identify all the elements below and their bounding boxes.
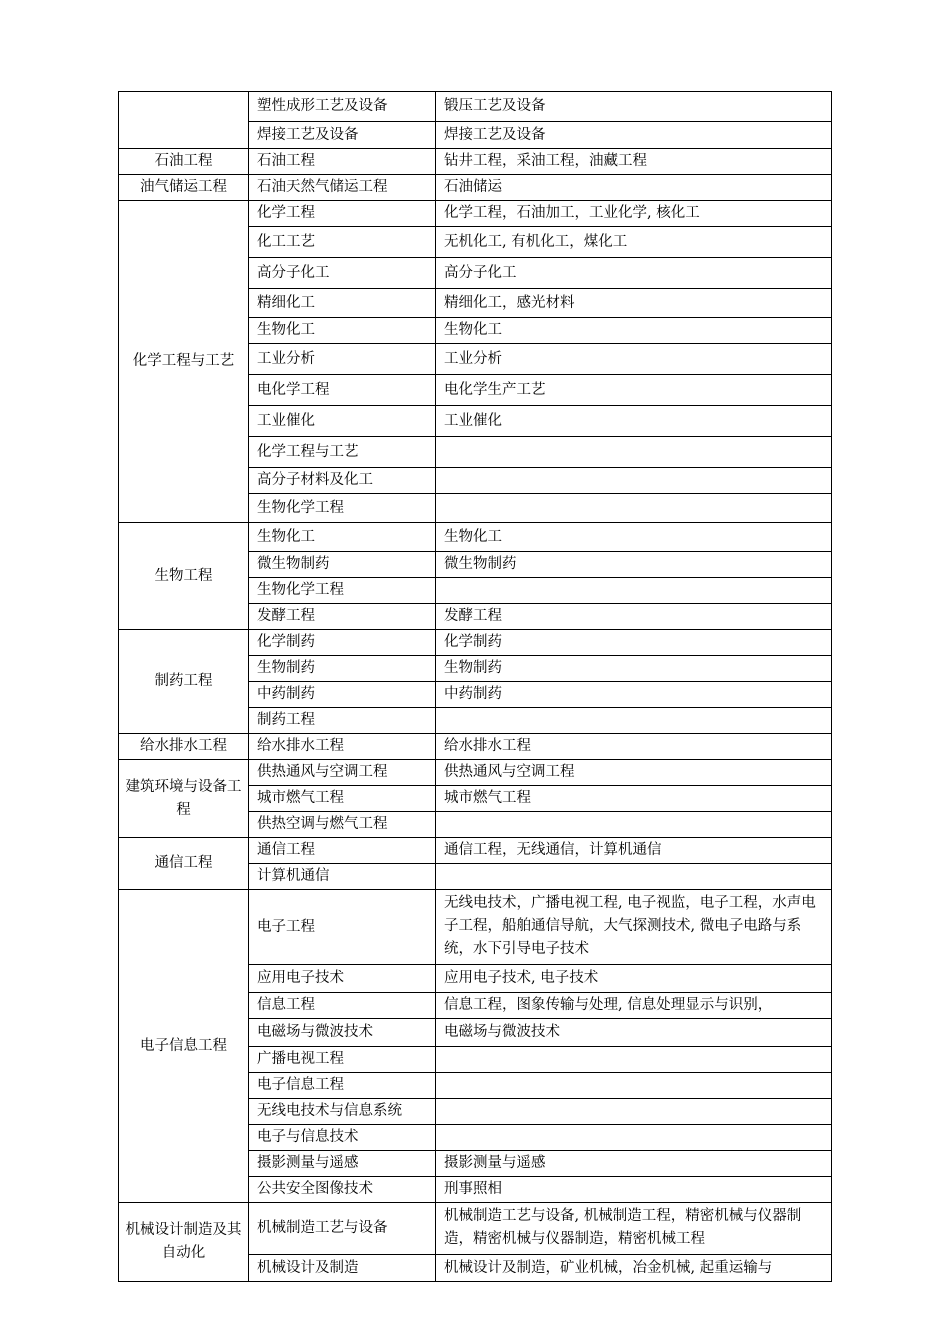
old-major-cell: 摄影测量与遥感 <box>436 1151 832 1177</box>
major-cell: 工业分析 <box>249 344 436 375</box>
old-major-cell: 钻井工程，采油工程，油藏工程 <box>436 149 832 175</box>
major-cell: 电磁场与微波技术 <box>249 1019 436 1047</box>
table-row <box>119 734 832 760</box>
old-major-cell: 电化学生产工艺 <box>436 375 832 406</box>
major-cell: 精细化工 <box>249 289 436 318</box>
category-cell: 给水排水工程 <box>119 734 249 760</box>
major-cell: 微生物制药 <box>249 552 436 578</box>
major-cell: 机械设计及制造 <box>249 1255 436 1282</box>
table-row <box>119 149 832 175</box>
major-cell: 无线电技术与信息系统 <box>249 1099 436 1125</box>
category-cell: 化学工程与工艺 <box>119 201 249 523</box>
old-major-cell: 通信工程，无线通信，计算机通信 <box>436 838 832 864</box>
table-row <box>119 890 832 965</box>
old-major-cell: 生物化工 <box>436 318 832 344</box>
major-cell: 城市燃气工程 <box>249 786 436 812</box>
major-cell: 广播电视工程 <box>249 1047 436 1073</box>
major-cell: 供热通风与空调工程 <box>249 760 436 786</box>
old-major-cell <box>436 494 832 523</box>
old-major-cell: 刑事照相 <box>436 1177 832 1203</box>
table-row <box>119 838 832 864</box>
major-cell: 石油工程 <box>249 149 436 175</box>
major-cell: 发酵工程 <box>249 604 436 630</box>
old-major-cell <box>436 1073 832 1099</box>
old-major-cell: 化学制药 <box>436 630 832 656</box>
table-row <box>119 175 832 201</box>
major-cell: 计算机通信 <box>249 864 436 890</box>
old-major-cell: 城市燃气工程 <box>436 786 832 812</box>
table-row <box>119 523 832 552</box>
old-major-cell: 无机化工, 有机化工，煤化工 <box>436 227 832 258</box>
old-major-cell: 石油储运 <box>436 175 832 201</box>
major-cell: 生物化学工程 <box>249 578 436 604</box>
old-major-cell: 供热通风与空调工程 <box>436 760 832 786</box>
category-cell <box>119 92 249 149</box>
major-cell: 化工工艺 <box>249 227 436 258</box>
old-major-cell: 中药制药 <box>436 682 832 708</box>
table-row <box>119 760 832 786</box>
old-major-cell <box>436 578 832 604</box>
old-major-cell: 生物化工 <box>436 523 832 552</box>
major-cell: 给水排水工程 <box>249 734 436 760</box>
old-major-cell: 机械制造工艺与设备, 机械制造工程，精密机械与仪器制造，精密机械与仪器制造，精密机械工程 <box>436 1203 832 1255</box>
old-major-cell: 机械设计及制造，矿业机械，冶金机械, 起重运输与 <box>436 1255 832 1282</box>
major-mapping-table <box>118 91 832 1282</box>
major-cell: 电子与信息技术 <box>249 1125 436 1151</box>
old-major-cell <box>436 1047 832 1073</box>
table-row <box>119 630 832 656</box>
table-row <box>119 1203 832 1255</box>
major-cell: 化学工程 <box>249 201 436 227</box>
old-major-cell <box>436 812 832 838</box>
old-major-cell: 电磁场与微波技术 <box>436 1019 832 1047</box>
category-cell: 建筑环境与设备工程 <box>119 760 249 838</box>
old-major-cell: 工业分析 <box>436 344 832 375</box>
old-major-cell: 高分子化工 <box>436 258 832 289</box>
major-cell: 工业催化 <box>249 406 436 437</box>
major-cell: 信息工程 <box>249 993 436 1019</box>
old-major-cell: 化学工程，石油加工，工业化学, 核化工 <box>436 201 832 227</box>
table-row <box>119 201 832 227</box>
major-cell: 生物化学工程 <box>249 494 436 523</box>
major-cell: 石油天然气储运工程 <box>249 175 436 201</box>
major-cell: 应用电子技术 <box>249 965 436 993</box>
old-major-cell <box>436 1125 832 1151</box>
old-major-cell <box>436 468 832 494</box>
category-cell: 机械设计制造及其自动化 <box>119 1203 249 1282</box>
major-cell: 高分子化工 <box>249 258 436 289</box>
old-major-cell: 应用电子技术, 电子技术 <box>436 965 832 993</box>
major-cell: 公共安全图像技术 <box>249 1177 436 1203</box>
old-major-cell: 无线电技术，广播电视工程, 电子视监，电子工程，水声电子工程，船舶通信导航，大气探测技术, 微电子电路与系统，水下引导电子技术 <box>436 890 832 965</box>
old-major-cell <box>436 1099 832 1125</box>
old-major-cell: 生物制药 <box>436 656 832 682</box>
category-cell: 石油工程 <box>119 149 249 175</box>
old-major-cell: 发酵工程 <box>436 604 832 630</box>
old-major-cell: 锻压工艺及设备 <box>436 92 832 122</box>
major-cell: 化学工程与工艺 <box>249 437 436 468</box>
major-cell: 高分子材料及化工 <box>249 468 436 494</box>
major-cell: 塑性成形工艺及设备 <box>249 92 436 122</box>
major-cell: 焊接工艺及设备 <box>249 122 436 149</box>
old-major-cell: 信息工程，图象传输与处理, 信息处理显示与识别， <box>436 993 832 1019</box>
old-major-cell <box>436 437 832 468</box>
old-major-cell <box>436 864 832 890</box>
major-cell: 化学制药 <box>249 630 436 656</box>
old-major-cell: 精细化工，感光材料 <box>436 289 832 318</box>
major-cell: 电子工程 <box>249 890 436 965</box>
major-cell: 生物化工 <box>249 318 436 344</box>
category-cell: 电子信息工程 <box>119 890 249 1203</box>
major-cell: 通信工程 <box>249 838 436 864</box>
old-major-cell: 微生物制药 <box>436 552 832 578</box>
major-cell: 供热空调与燃气工程 <box>249 812 436 838</box>
major-cell: 生物化工 <box>249 523 436 552</box>
category-cell: 制药工程 <box>119 630 249 734</box>
category-cell: 油气储运工程 <box>119 175 249 201</box>
major-cell: 中药制药 <box>249 682 436 708</box>
major-cell: 摄影测量与遥感 <box>249 1151 436 1177</box>
old-major-cell <box>436 708 832 734</box>
major-cell: 制药工程 <box>249 708 436 734</box>
category-cell: 通信工程 <box>119 838 249 890</box>
major-cell: 生物制药 <box>249 656 436 682</box>
table-row <box>119 92 832 122</box>
major-cell: 电化学工程 <box>249 375 436 406</box>
old-major-cell: 工业催化 <box>436 406 832 437</box>
category-cell: 生物工程 <box>119 523 249 630</box>
old-major-cell: 给水排水工程 <box>436 734 832 760</box>
old-major-cell: 焊接工艺及设备 <box>436 122 832 149</box>
major-cell: 电子信息工程 <box>249 1073 436 1099</box>
major-cell: 机械制造工艺与设备 <box>249 1203 436 1255</box>
